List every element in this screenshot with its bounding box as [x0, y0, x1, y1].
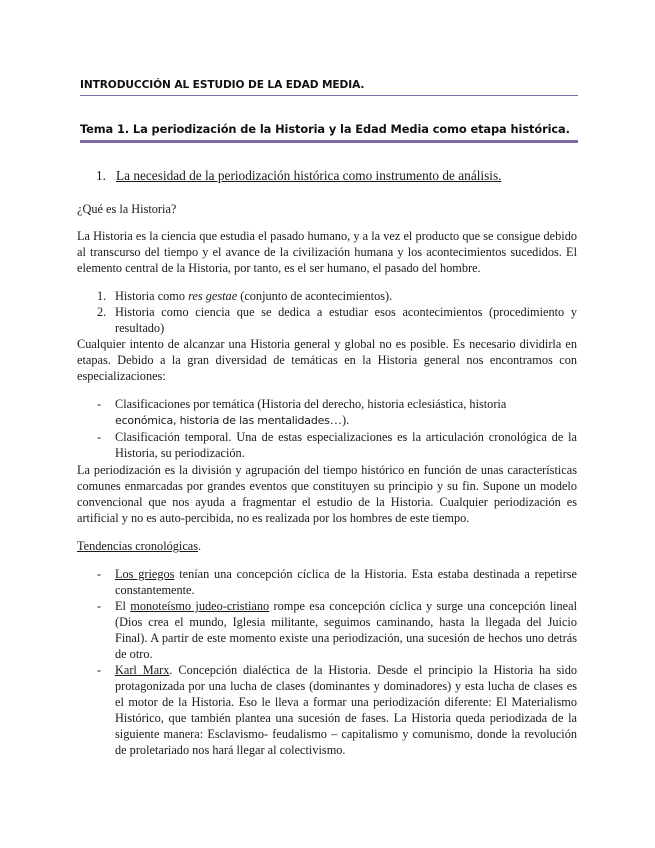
dash-marker: -	[97, 430, 102, 444]
list-item	[97, 429, 577, 461]
tendencias-heading	[77, 538, 577, 554]
list-item	[97, 566, 577, 598]
list-text: . Concepción dialéctica de la Historia. Desde el principio la Historia ha sido protagonizada por una lucha de clases (dominantes y dominadores) y esta lucha de clases es el motor de la Historia. Eso le lleva a formar una periodización diferente: El Materialismo Histórico, que también plantea una sucesión de fases. La Historia queda periodizada de la siguiente manera: Esclavismo- feudalismo – capitalismo y comunismo, donde la revolución de proletariado nos hará llegar al colectivismo.	[115, 663, 578, 757]
tendencias-list	[97, 566, 577, 758]
list-text: Historia como	[115, 289, 189, 303]
paragraph-definition: La Historia es la ciencia que estudia el pasado humano, y a la vez el producto que se consigue debido al transcurso del tiempo y el avance de la civilización humana y los acontecimientos sucedidos. El elemento central de la Historia, por tanto, es el ser humano, el pasado del hombre.	[77, 229, 577, 275]
list-number: 2.	[97, 305, 107, 319]
list-text: El	[115, 599, 131, 613]
list-item	[97, 662, 577, 758]
list-number: 1.	[97, 289, 107, 303]
list-underlined: Karl Marx	[115, 663, 170, 677]
clasificaciones-list	[97, 396, 577, 461]
list-text: rompe esa concepción cíclica y surge una concepción lineal (Dios crea el mundo, Iglesia militante, seguimos caminando, hasta la llegada del Juicio Final). A partir de este momento existe una periodización, una sucesión de hechos uno detrás de otro.	[115, 599, 577, 661]
list-text: Clasificaciones por temática (Historia del derecho, historia eclesiástica, historia	[115, 397, 507, 411]
tendencias-dot: .	[198, 539, 202, 553]
historia-list	[97, 288, 577, 336]
paragraph-divisions: Cualquier intento de alcanzar una Historia general y global no es posible. Es necesario dividirla en etapas. Debido a la gran diversidad de temáticas en la Historia general nos encontramos con especializaciones:	[77, 337, 577, 383]
tema-heading: Tema 1. La periodización de la Historia y la Edad Media como etapa histórica.	[80, 122, 578, 143]
dash-marker: -	[97, 567, 102, 581]
dash-marker: -	[97, 599, 102, 613]
dash-marker: -	[97, 397, 102, 411]
list-item	[97, 304, 577, 336]
tendencias-label: Tendencias cronológicas	[77, 539, 199, 553]
question-line: ¿Qué es la Historia?	[77, 202, 177, 216]
paragraph-periodizacion: La periodización es la división y agrupación del tiempo histórico en función de unas características comunes enmarcadas por grandes eventos que constituyen su principio y su fin. Supone un modelo convencional que nos ayuda a fragmentar el estudio de la Historia. Cualquier periodización es artificial y no es auto-percibida, no es realizada por los hombres de este tiempo.	[77, 463, 577, 525]
list-item	[97, 598, 577, 662]
list-underlined: monoteísmo judeo-cristiano	[130, 599, 270, 613]
list-item	[97, 288, 577, 304]
section-1-title	[96, 168, 576, 184]
list-item	[97, 396, 577, 429]
dash-marker: -	[97, 663, 102, 677]
list-text: …).	[329, 413, 350, 427]
section-number: 1.	[96, 168, 106, 183]
list-text: (conjunto de acontecimientos).	[237, 289, 393, 303]
list-text: Clasificación temporal. Una de estas especializaciones es la articulación cronológica de la Historia, su periodización.	[115, 430, 577, 460]
list-text-sans: económica, historia de las mentalidades	[115, 414, 330, 427]
section-title: La necesidad de la periodización histórica como instrumento de análisis.	[116, 168, 502, 183]
list-text: tenían una concepción cíclica de la Historia. Esta estaba destinada a repetirse constantemente.	[115, 567, 577, 597]
list-underlined: Los griegos	[115, 567, 175, 581]
list-text: Historia como ciencia que se dedica a estudiar esos acontecimientos (procedimiento y resultado)	[115, 305, 577, 335]
list-italic: res gestae	[188, 289, 238, 303]
main-heading: INTRODUCCIÓN AL ESTUDIO DE LA EDAD MEDIA.	[80, 79, 578, 96]
